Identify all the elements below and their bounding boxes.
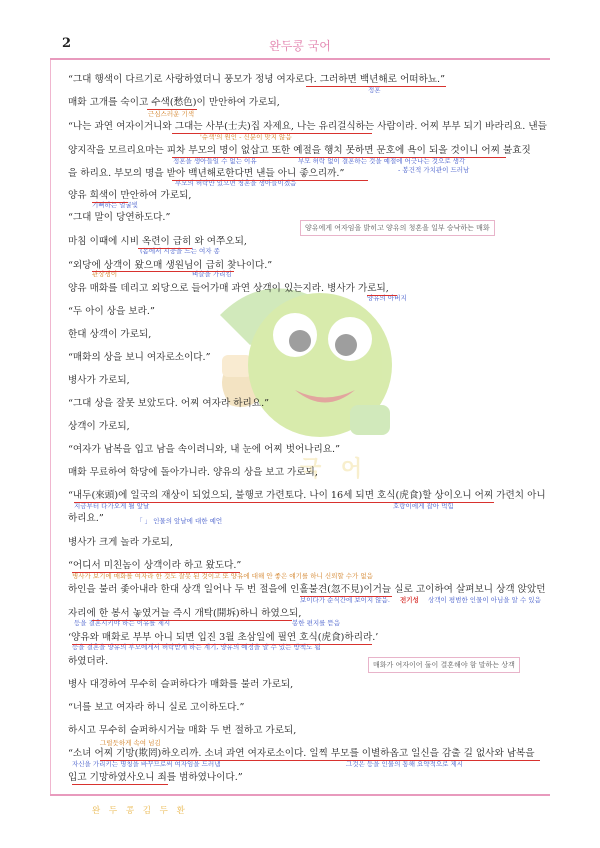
annotation: 상객이 평범한 인물이 아님을 알 수 있음 [428, 596, 541, 604]
annotation: 호랑이에게 잡아 먹힘 [393, 502, 454, 510]
callout-box: 매화가 여자이어 둘이 결혼해야 함 말하는 상객 [368, 657, 520, 673]
underline-mark [72, 572, 240, 573]
text-line: 하시고 무수히 슬퍼하시거늘 매화 두 번 절하고 가로되, [68, 725, 297, 736]
annotation: 기뻐하는 얼굴빛 [92, 201, 139, 209]
annotation: 「 」 인물의 앞날에 대한 예언 [136, 517, 223, 525]
text-line: “너를 보고 여자라 하니 실로 고이하도다.” [68, 702, 245, 713]
footer-rule [50, 794, 550, 796]
text-line: 하인을 불러 좇아내라 한대 상객 일어나 두 번 절을에 인홀불견(忽不見)이거늘 실로 고이하여 살펴보니 상객 앉았던 [68, 584, 546, 595]
annotation: 지금부터 다가오게 될 앞날 [74, 502, 150, 510]
callout-box: 양유에게 여자임을 밝히고 양유의 청혼을 일부 승낙하는 매화 [300, 220, 495, 236]
underline-mark [92, 202, 128, 203]
underline-mark [100, 760, 540, 761]
underline-mark [300, 596, 392, 597]
text-line: 병사가 가로되, [68, 375, 130, 386]
text-line: 매화 무료하여 학당에 돌아가니라. 양유의 상을 보고 가로되, [68, 467, 318, 478]
text-line: “어디서 미친놈이 상객이라 하고 왔도다.” [68, 560, 242, 571]
text-line: ‘양유와 매화로 부부 아니 되면 입진 3월 초삼일에 필연 호식(虎食)하리라.’ [68, 632, 379, 643]
underline-mark [172, 157, 506, 158]
annotation: 병사가 보기에 매화를 여자라 한 것도 잘못 된 것이고 또 양유에 대해 안 좋은 얘기를 하니 신뢰할 수가 없음 [72, 572, 373, 580]
underline-mark [147, 109, 197, 110]
underline-mark [367, 295, 397, 296]
text-line: 양유 매화를 데리고 외당으로 들어가매 과연 상객이 있는지라. 병사가 가로되, [68, 283, 389, 294]
text-line: 자리에 한 봉서 놓였거늘 즉시 개탁(開坼)하니 하였으되, [68, 608, 302, 619]
text-line: 마침 이때에 시비 옥련이 급히 와 여쭈오되, [68, 236, 247, 247]
header-rule [50, 58, 550, 60]
header-title: 완두콩 국어 [269, 39, 331, 53]
underline-mark [138, 248, 192, 249]
annotation: 부모 허락 없이 결혼하는 것을 예절에 어긋나는 것으로 생각 [298, 157, 466, 165]
underline-mark [92, 271, 234, 272]
underline-mark [172, 180, 368, 181]
text-line: 한대 상객이 가로되, [68, 329, 152, 340]
page-number: 2 [62, 36, 72, 51]
annotation: - 봉건적 가치관이 드러남 [398, 166, 470, 174]
text-line: “매화의 상을 보니 여자로소이다.” [68, 352, 211, 363]
annotation: (몸에서 시중을 드는 여자 종 [140, 247, 220, 255]
underline-mark [172, 133, 372, 134]
annotation: '슈색'의 원인 - 신분이 맞지 않음 [200, 133, 292, 141]
annotation: 부모의 허락만 있으면 청혼을 생아들이겠음 [175, 179, 297, 187]
underline-mark [92, 620, 292, 621]
text-line: 양유 희색이 만안하여 가로되, [68, 190, 192, 201]
text-line: “내두(來頭)에 일국의 재상이 되었으되, 불행코 가련토다. 나이 16세 되면 호식(虎食)할 상이오니 어찌 가련치 아니 [68, 490, 546, 501]
annotation: 양유의 아버지 [367, 294, 407, 302]
text-line: 입고 기망하였사오니 죄를 범하였나이다.” [68, 772, 243, 783]
text-line: 양지작을 모르리요마는 피차 부모의 명이 없삽고 또한 예절을 행치 못하면 문호에 욕이 되올 것이니 어찌 불효짓 [68, 145, 531, 156]
underline-mark [72, 644, 372, 645]
underline-mark [72, 784, 168, 785]
text-line: “그대 행색이 다르기로 사랑하였더니 풍모가 정녕 여자로다. 그러하면 백년해로 어떠하뇨.” [68, 74, 445, 85]
underline-mark [74, 502, 494, 503]
text-line: “그대 상을 잘못 보았도다. 어찌 여자라 하리요.” [68, 398, 270, 409]
annotation: 등을 결혼시키야 하는 이유를 제시 [74, 619, 171, 627]
annotation: 자신을 가리키는 명칭을 바꾸므로써 여자임을 드러냄 [72, 760, 221, 768]
text-line: 병사 대경하여 무수히 슬퍼하다가 매화를 불러 가로되, [68, 679, 294, 690]
annotation: 보이다가 순식간에 보이지 않음. [300, 596, 390, 604]
text-line: 하였더라. [68, 656, 109, 667]
footer-text: 완 두 콩 김 두 환 [92, 806, 188, 816]
annotation: 등을 결혼을 양유의 부모에게서 허락받게 하는 계기, 양유의 예정을 알 수 있는 방책도 됨 [72, 643, 321, 651]
annotation: 정혼을 생아들일 수 없는 이유 [173, 157, 257, 165]
annotation: 그것은 등을 인물의 통해 요약적으로 제시 [346, 760, 464, 768]
watermark-text: 국 어 [300, 457, 369, 482]
text-line: “나는 과연 여자이거니와 그대는 사부(士夫)집 자제요, 나는 유리걸식하는 사람이라. 어찌 부부 되기 바라리요. 낸들 [68, 121, 547, 132]
annotation: 전기성 [400, 596, 419, 604]
text-line: “외당에 상객이 왔으매 생원님이 급히 찾나이다.” [68, 260, 273, 271]
text-line: 상객이 가로되, [68, 421, 130, 432]
annotation: 관상쟁이 [92, 270, 118, 278]
text-line: “두 아이 상을 보라.” [68, 306, 155, 317]
text-line: 병사가 크게 놀라 가로되, [68, 537, 173, 548]
text-line: 매화 고개를 숙이고 수색(愁色)이 만안하여 가로되, [68, 97, 280, 108]
annotation: 정혼 [368, 86, 381, 94]
left-margin-rail [50, 60, 51, 794]
text-line: “소녀 어찌 기망(欺罔)하오리까. 소녀 과연 여자로소이다. 일찍 부모를 이별하옵고 일신을 감출 길 없사와 남복을 [68, 748, 535, 759]
text-line: 하리요.” [68, 513, 104, 524]
text-line: “그대 말이 당연하도다.” [68, 212, 171, 223]
text-line: “여자가 남복을 입고 남을 속이려니와, 내 눈에 어찌 벗어나리요.” [68, 444, 340, 455]
annotation: 근심스러운 기색 [148, 110, 195, 118]
annotation: 봉한 편지를 뜯음 [292, 619, 341, 627]
text-line: 을 하리요. 부모의 명을 받아 백년해로한다면 낸들 아니 좋으리까.” [68, 168, 345, 179]
underline-mark [306, 86, 446, 87]
annotation: 벼슬을 가리킴 [192, 270, 232, 278]
annotation: 그럴듯하게 속여 넘김 [100, 739, 161, 747]
